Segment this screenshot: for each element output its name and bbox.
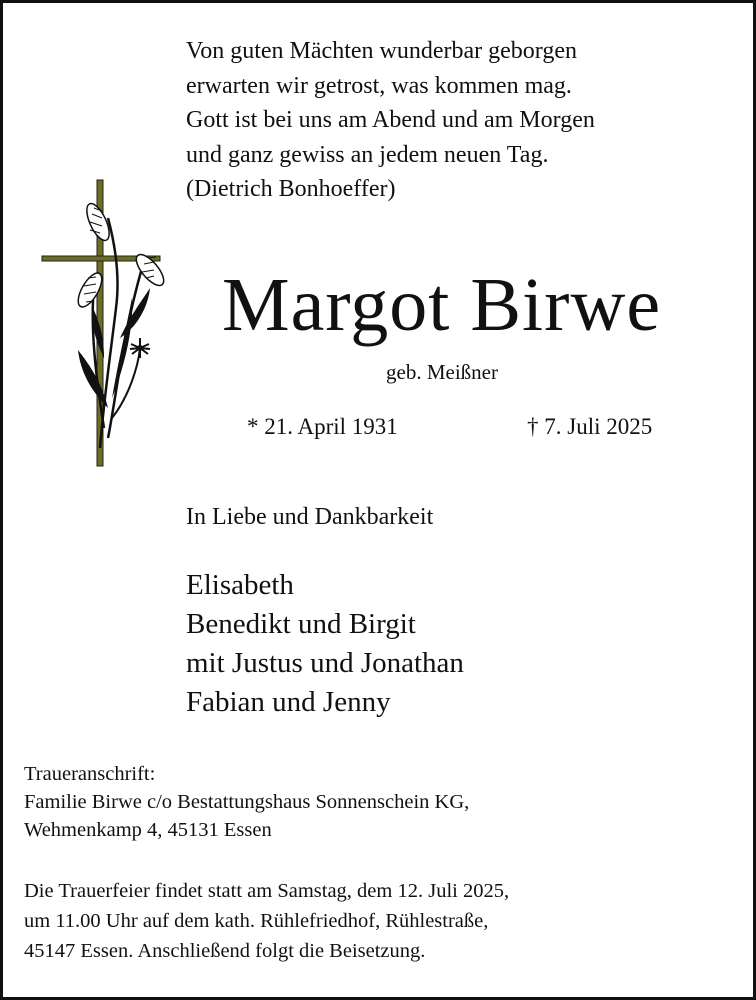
poem-attribution: (Dietrich Bonhoeffer) xyxy=(186,176,396,202)
death-date: † 7. Juli 2025 xyxy=(527,414,653,439)
address-line: Wehmenkamp 4, 45131 Essen xyxy=(24,819,272,841)
mourner: Elisabeth xyxy=(186,569,294,601)
funeral-info-line: Die Trauerfeier findet statt am Samstag, dem 12. Juli 2025, xyxy=(24,880,510,902)
funeral-info-line: um 11.00 Uhr auf dem kath. Rühlefriedhof, Rühlestraße, xyxy=(24,910,489,932)
funeral-info xyxy=(24,876,509,966)
poem-line: und ganz gewiss an jedem neuen Tag. xyxy=(186,141,549,168)
funeral-info-line: 45147 Essen. Anschließend folgt die Beisetzung. xyxy=(24,940,426,962)
poem-line: Gott ist bei uns am Abend und am Morgen xyxy=(186,107,595,133)
deceased-name: Margot Birwe xyxy=(222,263,662,347)
mourner: Fabian und Jenny xyxy=(186,686,391,718)
cross-with-wheat-icon xyxy=(38,178,168,468)
address-line: Familie Birwe c/o Bestattungshaus Sonnenschein KG, xyxy=(24,791,470,813)
mourners-list xyxy=(186,566,464,722)
dedication: In Liebe und Dankbarkeit xyxy=(186,504,434,530)
birth-date: * 21. April 1931 xyxy=(247,414,398,439)
mourner: Benedikt und Birgit xyxy=(186,608,416,640)
poem-line: erwarten wir getrost, was kommen mag. xyxy=(186,72,572,99)
poem-line: Von guten Mächten wunderbar geborgen xyxy=(186,38,578,64)
poem xyxy=(186,34,595,207)
address-heading: Traueranschrift: xyxy=(24,763,156,785)
mourner: mit Justus und Jonathan xyxy=(186,647,464,679)
maiden-name: geb. Meißner xyxy=(386,360,498,384)
mourning-address xyxy=(24,760,469,844)
